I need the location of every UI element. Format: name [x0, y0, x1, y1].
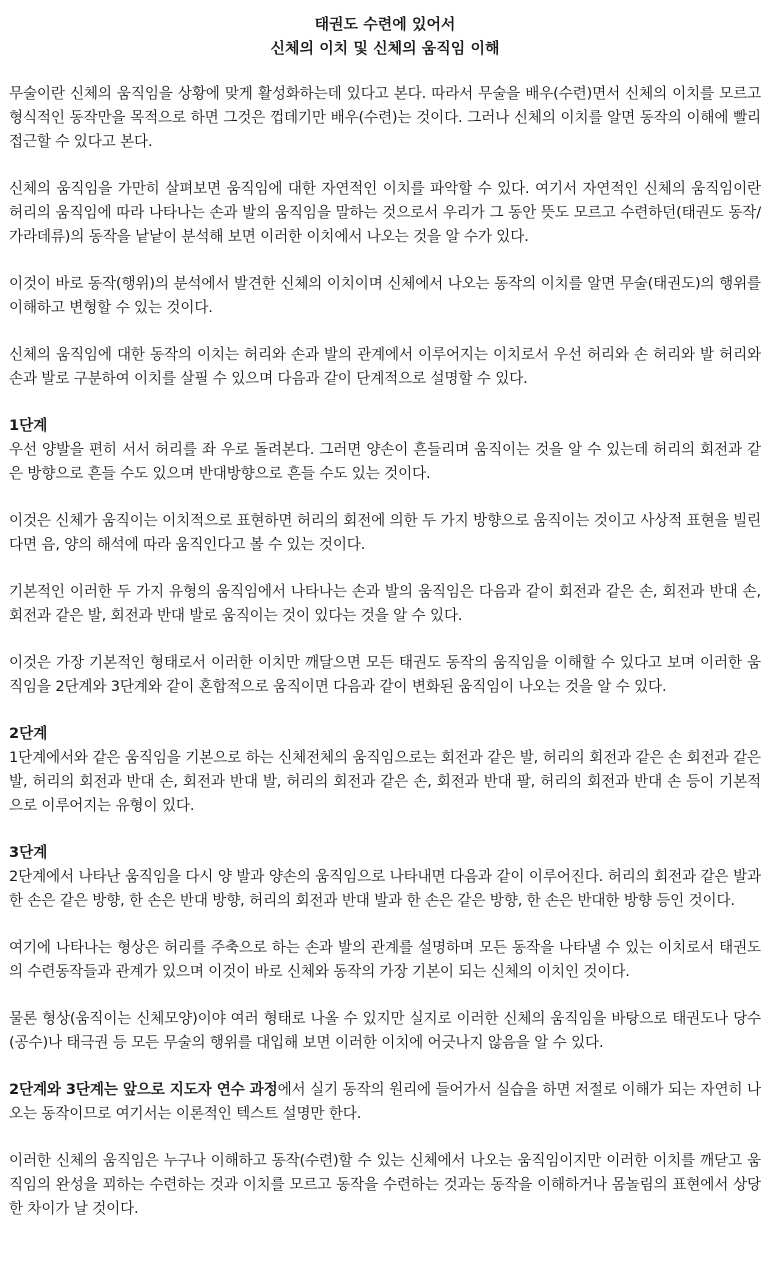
document-title — [9, 12, 761, 60]
paragraph-9: 1단계에서와 같은 움직임을 기본으로 하는 신체전체의 움직임으로는 회전과 같은 발, 허리의 회전과 같은 손 회전과 같은 발, 허리의 회전과 반대 손, 회전과 반대 발, 허리의 회전과 같은 손, 회전과 반대 팔, 허리의 회전과 반대 손 등이 기본적으로 이루어지는 유형이 있다. — [9, 749, 761, 814]
section-heading-1: 1단계 — [9, 417, 48, 434]
paragraph-10: 2단계에서 나타난 움직임을 다시 양 발과 양손의 움직임으로 나타내면 다음과 같이 이루어진다. 허리의 회전과 같은 발과 한 손은 같은 방향, 한 손은 반대 방향, 허리의 회전과 반대 발과 한 손은 같은 방향, 한 손은 반대한 방향 등인 것이다. — [9, 868, 761, 909]
title-line-2: 신체의 이치 및 신체의 움직임 이해 — [270, 39, 500, 57]
paragraph-11: 여기에 나타나는 형상은 허리를 주축으로 하는 손과 발의 관계를 설명하며 모든 동작을 나타낼 수 있는 이치로서 태권도의 수련동작들과 관계가 있으며 이것이 바로 신체와 동작의 가장 기본이 되는 신체의 이치인 것이다. — [9, 939, 761, 980]
paragraph-4: 신체의 움직임에 대한 동작의 이치는 허리와 손과 발의 관계에서 이루어지는 이치로서 우선 허리와 손 허리와 발 허리와 손과 발로 구분하여 이치를 살필 수 있으며 다음과 같이 단계적으로 설명할 수 있다. — [9, 346, 761, 387]
paragraph-6: 이것은 신체가 움직이는 이치적으로 표현하면 허리의 회전에 의한 두 가지 방향으로 움직이는 것이고 사상적 표현을 빌린다면 음, 양의 해석에 따라 움직인다고 볼 수 있는 것이다. — [9, 512, 761, 553]
section-heading-2: 2단계 — [9, 725, 48, 742]
paragraph-2: 신체의 움직임을 가만히 살펴보면 움직임에 대한 자연적인 이치를 파악할 수 있다. 여기서 자연적인 신체의 움직임이란 허리의 움직임에 따라 나타나는 손과 발의 움직임을 말하는 것으로서 우리가 그 동안 뜻도 모르고 수련하던(태권도 동작/가라데류)의 동작을 낱낱이 분석해 보면 이러한 이치에서 나오는 것을 알 수가 있다. — [9, 180, 761, 245]
paragraph-1: 무술이란 신체의 움직임을 상황에 맞게 활성화하는데 있다고 본다. 따라서 무술을 배우(수련)면서 신체의 이치를 모르고 형식적인 동작만을 목적으로 하면 그것은 껍데기만 배우(수련)는 것이다. 그러나 신체의 이치를 알면 동작의 이해에 빨리 접근할 수 있다고 본다. — [9, 85, 761, 150]
paragraph-5: 우선 양발을 편히 서서 허리를 좌 우로 돌려본다. 그러면 양손이 흔들리며 움직이는 것을 알 수 있는데 허리의 회전과 같은 방향으로 흔들 수도 있으며 반대방향으로 흔들 수도 있는 것이다. — [9, 441, 761, 482]
paragraph-14: 이러한 신체의 움직임은 누구나 이해하고 동작(수련)할 수 있는 신체에서 나오는 움직임이지만 이러한 이치를 깨닫고 움직임의 완성을 꾀하는 수련하는 것과 이치를 모르고 동작을 수련하는 것과는 동작을 이해하거나 몸놀림의 표현에서 상당한 차이가 날 것이다. — [9, 1152, 761, 1217]
section-heading-3: 3단계 — [9, 844, 48, 861]
title-line-1: 태권도 수련에 있어서 — [314, 15, 456, 33]
paragraph-3: 이것이 바로 동작(행위)의 분석에서 발견한 신체의 이치이며 신체에서 나오는 동작의 이치를 알면 무술(태권도)의 행위를 이해하고 변형할 수 있는 것이다. — [9, 275, 761, 316]
paragraph-13-rest: 에서 실기 동작의 원리에 들어가서 실습을 하면 저절로 이해가 되는 자연히 나오는 동작이므로 여기서는 이론적인 텍스트 설명만 한다. — [9, 1081, 761, 1122]
paragraph-12: 물론 형상(움직이는 신체모양)이야 여러 형태로 나올 수 있지만 실지로 이러한 신체의 움직임을 바탕으로 태권도나 당수(공수)나 태극권 등 모든 무술의 행위를 대입해 보면 이러한 이치에 어긋나지 않음을 알 수 있다. — [9, 1010, 761, 1051]
paragraph-7: 기본적인 이러한 두 가지 유형의 움직임에서 나타나는 손과 발의 움직임은 다음과 같이 회전과 같은 손, 회전과 반대 손, 회전과 같은 발, 회전과 반대 발로 움직이는 것이 있다는 것을 알 수 있다. — [9, 583, 761, 624]
paragraph-8: 이것은 가장 기본적인 형태로서 이러한 이치만 깨달으면 모든 태권도 동작의 움직임을 이해할 수 있다고 보며 이러한 움직임을 2단계와 3단계와 같이 혼합적으로 움직이면 다음과 같이 변화된 움직임이 나오는 것을 알 수 있다. — [9, 654, 761, 695]
paragraph-13-bold: 2단계와 3단계는 앞으로 지도자 연수 과정 — [9, 1081, 278, 1098]
paragraph-13 — [9, 1078, 761, 1126]
